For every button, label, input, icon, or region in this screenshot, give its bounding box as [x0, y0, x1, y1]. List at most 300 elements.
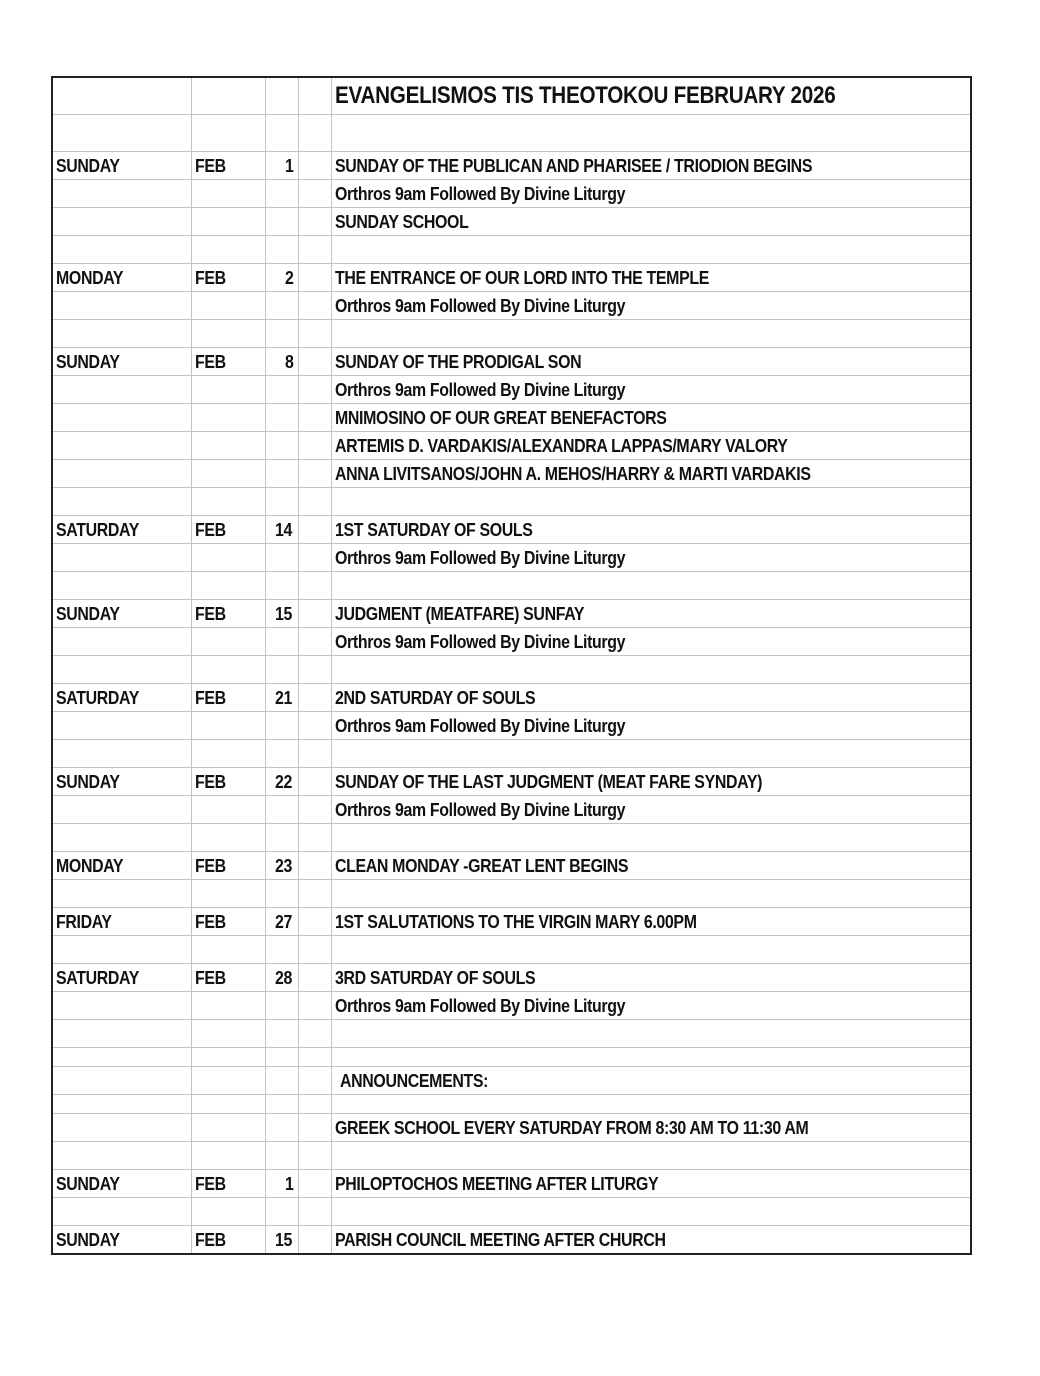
schedule-row: [53, 292, 970, 320]
cell-spacer: [298, 348, 331, 376]
cell-spacer: [298, 1067, 331, 1095]
cell-spacer: [298, 768, 331, 796]
cell-date: [265, 1226, 298, 1254]
cell-date-text: 15: [274, 603, 292, 624]
cell-month: [191, 1048, 265, 1067]
cell-description-text: SUNDAY OF THE PUBLICAN AND PHARISEE / TRIODION BEGINS: [334, 155, 812, 176]
cell-day-text: SUNDAY: [56, 1229, 120, 1250]
schedule-row: [53, 1226, 970, 1254]
cell-description-text: Orthros 9am Followed By Divine Liturgy: [334, 379, 625, 400]
cell-date: [265, 544, 298, 572]
blank-row: [53, 656, 970, 684]
cell-description: [331, 292, 970, 320]
schedule-row: [53, 432, 970, 460]
cell-month: [191, 740, 265, 768]
cell-date: [265, 1095, 298, 1114]
cell-description: [331, 544, 970, 572]
cell-description-text: ARTEMIS D. VARDAKIS/ALEXANDRA LAPPAS/MARY VALORY: [334, 435, 788, 456]
cell-day-text: SATURDAY: [56, 687, 140, 708]
cell-day: [53, 852, 191, 880]
cell-description: [331, 1020, 970, 1048]
cell-month-text: FEB: [194, 1173, 226, 1194]
cell-day: [53, 1142, 191, 1170]
cell-description: [331, 1226, 970, 1254]
cell-date-text: 22: [274, 771, 292, 792]
cell-date: [265, 152, 298, 180]
schedule-row: [53, 376, 970, 404]
cell-month: [191, 376, 265, 404]
cell-month: [191, 852, 265, 880]
cell-description: [331, 1198, 970, 1226]
cell-spacer: [298, 572, 331, 600]
cell-month: [191, 936, 265, 964]
cell-month-text: FEB: [194, 855, 226, 876]
cell-day: [53, 740, 191, 768]
cell-day-text: MONDAY: [56, 267, 124, 288]
cell-month-text: FEB: [194, 967, 226, 988]
cell-description: [331, 684, 970, 712]
schedule-row: [53, 1067, 970, 1095]
schedule-row: [53, 964, 970, 992]
schedule-row: [53, 1114, 970, 1142]
cell-description: [331, 796, 970, 824]
cell-description-text: GREEK SCHOOL EVERY SATURDAY FROM 8:30 AM TO 11:30 AM: [334, 1117, 808, 1138]
cell-description: [331, 908, 970, 936]
cell-spacer: [298, 1020, 331, 1048]
cell-month: [191, 180, 265, 208]
cell-description: [331, 460, 970, 488]
cell-description: [331, 852, 970, 880]
cell-description-text: 3RD SATURDAY OF SOULS: [334, 967, 535, 988]
cell-spacer: [298, 152, 331, 180]
cell-spacer: [298, 516, 331, 544]
cell-month: [191, 656, 265, 684]
cell-description: [331, 1048, 970, 1067]
cell-spacer: [298, 432, 331, 460]
cell-month: [191, 516, 265, 544]
cell-spacer: [298, 1114, 331, 1142]
cell-description: [331, 432, 970, 460]
cell-month: [191, 1114, 265, 1142]
cell-day: [53, 768, 191, 796]
cell-day: [53, 152, 191, 180]
cell-month-text: FEB: [194, 155, 226, 176]
cell-description: [331, 964, 970, 992]
cell-date: [265, 852, 298, 880]
cell-day-text: SUNDAY: [56, 1173, 120, 1194]
cell-spacer: [298, 115, 331, 152]
cell-description: [331, 1114, 970, 1142]
cell-month: [191, 460, 265, 488]
cell-month: [191, 600, 265, 628]
cell-day: [53, 348, 191, 376]
cell-description: [331, 404, 970, 432]
cell-day: [53, 684, 191, 712]
schedule-row: [53, 516, 970, 544]
cell-day: [53, 656, 191, 684]
cell-description: [331, 824, 970, 852]
cell-month-text: FEB: [194, 911, 226, 932]
cell-description-text: Orthros 9am Followed By Divine Liturgy: [334, 631, 625, 652]
cell-description: [331, 236, 970, 264]
cell-date: [265, 1048, 298, 1067]
cell-spacer: [298, 964, 331, 992]
cell-spacer: [298, 1226, 331, 1254]
cell-date: [265, 180, 298, 208]
cell-date-text: 1: [284, 1173, 294, 1194]
cell-description: [331, 880, 970, 908]
blank-row: [53, 572, 970, 600]
schedule-row: [53, 460, 970, 488]
page-title-text: EVANGELISMOS TIS THEOTOKOU FEBRUARY 2026: [334, 82, 835, 109]
cell-description: [331, 208, 970, 236]
cell-spacer: [298, 1198, 331, 1226]
cell-month: [191, 768, 265, 796]
cell-description-text: Orthros 9am Followed By Divine Liturgy: [334, 547, 625, 568]
schedule-row: [53, 208, 970, 236]
cell-spacer: [298, 908, 331, 936]
cell-month-text: FEB: [194, 267, 226, 288]
blank-row: [53, 488, 970, 516]
cell-description: [331, 180, 970, 208]
cell-description: [331, 740, 970, 768]
schedule-row: [53, 600, 970, 628]
blank-row: [53, 1020, 970, 1048]
cell-day: [53, 628, 191, 656]
cell-day: [53, 264, 191, 292]
cell-date-text: 23: [274, 855, 292, 876]
cell-spacer: [298, 292, 331, 320]
cell-month: [191, 824, 265, 852]
cell-day: [53, 824, 191, 852]
cell-spacer: [298, 740, 331, 768]
cell-month: [191, 572, 265, 600]
cell-date: [265, 1020, 298, 1048]
cell-day: [53, 432, 191, 460]
cell-spacer: [298, 264, 331, 292]
cell-date: [265, 908, 298, 936]
cell-spacer: [298, 544, 331, 572]
blank-row: [53, 1142, 970, 1170]
cell-description-text: 2ND SATURDAY OF SOULS: [334, 687, 535, 708]
cell-date-text: 1: [284, 155, 294, 176]
cell-spacer: [298, 656, 331, 684]
cell-description: [331, 376, 970, 404]
cell-spacer: [298, 78, 331, 115]
blank-row: [53, 1048, 970, 1067]
cell-spacer: [298, 208, 331, 236]
cell-day: [53, 908, 191, 936]
cell-date-text: 2: [284, 267, 294, 288]
cell-description-text: ANNOUNCEMENTS:: [339, 1070, 488, 1091]
schedule-row: [53, 712, 970, 740]
cell-date: [265, 768, 298, 796]
blank-row: [53, 1198, 970, 1226]
cell-date: [265, 1142, 298, 1170]
cell-month: [191, 348, 265, 376]
cell-date: [265, 572, 298, 600]
cell-day-text: SATURDAY: [56, 967, 140, 988]
cell-date: [265, 292, 298, 320]
schedule-row: [53, 404, 970, 432]
cell-date: [265, 824, 298, 852]
schedule-row: [53, 544, 970, 572]
cell-description-text: SUNDAY SCHOOL: [334, 211, 468, 232]
cell-date: [265, 628, 298, 656]
cell-spacer: [298, 852, 331, 880]
blank-row: [53, 236, 970, 264]
title-row: [53, 78, 970, 115]
cell-date: [265, 740, 298, 768]
cell-description: [331, 264, 970, 292]
schedule-row: [53, 152, 970, 180]
cell-description-text: Orthros 9am Followed By Divine Liturgy: [334, 799, 625, 820]
schedule-sheet: [51, 76, 972, 1255]
cell-month: [191, 1198, 265, 1226]
cell-date: [265, 348, 298, 376]
cell-description-text: MNIMOSINO OF OUR GREAT BENEFACTORS: [334, 407, 667, 428]
cell-date: [265, 208, 298, 236]
cell-month: [191, 1226, 265, 1254]
schedule-row: [53, 628, 970, 656]
cell-description-text: Orthros 9am Followed By Divine Liturgy: [334, 715, 625, 736]
cell-day: [53, 880, 191, 908]
cell-spacer: [298, 936, 331, 964]
cell-description: [331, 992, 970, 1020]
blank-row: [53, 115, 970, 152]
cell-day: [53, 600, 191, 628]
cell-day: [53, 404, 191, 432]
cell-description: [331, 516, 970, 544]
cell-date-text: 8: [284, 351, 294, 372]
cell-day: [53, 712, 191, 740]
cell-month: [191, 1020, 265, 1048]
cell-date: [265, 1170, 298, 1198]
cell-day: [53, 936, 191, 964]
cell-date: [265, 488, 298, 516]
cell-month: [191, 488, 265, 516]
cell-month-text: FEB: [194, 1229, 226, 1250]
blank-row: [53, 824, 970, 852]
cell-day-text: SUNDAY: [56, 351, 120, 372]
cell-month: [191, 712, 265, 740]
cell-day: [53, 1020, 191, 1048]
cell-spacer: [298, 180, 331, 208]
blank-row: [53, 1095, 970, 1114]
cell-description: [331, 768, 970, 796]
cell-month: [191, 404, 265, 432]
cell-description-text: Orthros 9am Followed By Divine Liturgy: [334, 995, 625, 1016]
cell-description: [331, 1067, 970, 1095]
blank-row: [53, 740, 970, 768]
cell-date: [265, 964, 298, 992]
cell-description-text: Orthros 9am Followed By Divine Liturgy: [334, 295, 625, 316]
cell-month: [191, 908, 265, 936]
cell-month: [191, 796, 265, 824]
cell-month: [191, 292, 265, 320]
cell-spacer: [298, 1170, 331, 1198]
cell-month: [191, 320, 265, 348]
cell-month: [191, 264, 265, 292]
cell-description-text: SUNDAY OF THE PRODIGAL SON: [334, 351, 581, 372]
cell-description: [331, 1095, 970, 1114]
schedule-row: [53, 768, 970, 796]
cell-month: [191, 684, 265, 712]
cell-date-text: 15: [274, 1229, 292, 1250]
cell-day: [53, 115, 191, 152]
cell-description-text: CLEAN MONDAY -GREAT LENT BEGINS: [334, 855, 628, 876]
cell-day-text: SATURDAY: [56, 519, 140, 540]
cell-day: [53, 992, 191, 1020]
cell-spacer: [298, 376, 331, 404]
schedule-row: [53, 908, 970, 936]
cell-month-text: FEB: [194, 603, 226, 624]
cell-month: [191, 880, 265, 908]
schedule-row: [53, 992, 970, 1020]
schedule-row: [53, 348, 970, 376]
cell-spacer: [298, 712, 331, 740]
cell-month: [191, 628, 265, 656]
cell-date: [265, 712, 298, 740]
cell-day: [53, 488, 191, 516]
cell-spacer: [298, 600, 331, 628]
cell-month-text: FEB: [194, 519, 226, 540]
cell-date-text: 21: [274, 687, 292, 708]
cell-date: [265, 600, 298, 628]
cell-spacer: [298, 628, 331, 656]
cell-month-text: FEB: [194, 771, 226, 792]
cell-spacer: [298, 460, 331, 488]
cell-spacer: [298, 992, 331, 1020]
cell-date: [265, 880, 298, 908]
cell-description: [331, 320, 970, 348]
cell-description-text: JUDGMENT (MEATFARE) SUNFAY: [334, 603, 584, 624]
cell-month: [191, 236, 265, 264]
cell-month: [191, 964, 265, 992]
cell-month: [191, 544, 265, 572]
cell-day: [53, 572, 191, 600]
cell-spacer: [298, 1142, 331, 1170]
cell-day: [53, 544, 191, 572]
cell-month: [191, 152, 265, 180]
cell-spacer: [298, 880, 331, 908]
cell-description: [331, 152, 970, 180]
cell-description: [331, 115, 970, 152]
cell-description-text: PHILOPTOCHOS MEETING AFTER LITURGY: [334, 1173, 658, 1194]
cell-day: [53, 208, 191, 236]
cell-day: [53, 460, 191, 488]
cell-description: [331, 1142, 970, 1170]
cell-date: [265, 320, 298, 348]
cell-date: [265, 516, 298, 544]
cell-day: [53, 320, 191, 348]
cell-date: [265, 1198, 298, 1226]
cell-description: [331, 712, 970, 740]
cell-description-text: SUNDAY OF THE LAST JUDGMENT (MEAT FARE SYNDAY): [334, 771, 762, 792]
cell-month-text: FEB: [194, 687, 226, 708]
schedule-table: [53, 78, 970, 1253]
blank-row: [53, 936, 970, 964]
cell-description-text: 1ST SATURDAY OF SOULS: [334, 519, 533, 540]
cell-day-text: SUNDAY: [56, 155, 120, 176]
cell-date: [265, 460, 298, 488]
cell-day: [53, 1114, 191, 1142]
cell-description: [331, 600, 970, 628]
cell-date: [265, 1114, 298, 1142]
cell-description: [331, 572, 970, 600]
cell-date: [265, 992, 298, 1020]
cell-day: [53, 796, 191, 824]
cell-month: [191, 115, 265, 152]
cell-day: [53, 1048, 191, 1067]
schedule-row: [53, 852, 970, 880]
cell-date: [265, 432, 298, 460]
schedule-row: [53, 796, 970, 824]
cell-date: [265, 1067, 298, 1095]
cell-date-text: 27: [274, 911, 292, 932]
schedule-row: [53, 180, 970, 208]
cell-description: [331, 628, 970, 656]
cell-date: [265, 115, 298, 152]
cell-month: [191, 1095, 265, 1114]
cell-spacer: [298, 320, 331, 348]
cell-description: [331, 936, 970, 964]
cell-date: [265, 376, 298, 404]
cell-day-text: SUNDAY: [56, 603, 120, 624]
cell-date: [265, 236, 298, 264]
cell-day: [53, 516, 191, 544]
cell-day: [53, 292, 191, 320]
cell-day: [53, 964, 191, 992]
cell-spacer: [298, 684, 331, 712]
cell-description-text: PARISH COUNCIL MEETING AFTER CHURCH: [334, 1229, 666, 1250]
cell-description-text: THE ENTRANCE OF OUR LORD INTO THE TEMPLE: [334, 267, 709, 288]
cell-description-text: ANNA LIVITSANOS/JOHN A. MEHOS/HARRY & MARTI VARDAKIS: [334, 463, 811, 484]
cell-date: [265, 264, 298, 292]
cell-month-text: FEB: [194, 351, 226, 372]
cell-spacer: [298, 488, 331, 516]
page-title: [331, 78, 970, 115]
cell-date: [265, 78, 298, 115]
cell-day: [53, 78, 191, 115]
cell-month: [191, 1170, 265, 1198]
cell-day: [53, 180, 191, 208]
schedule-row: [53, 684, 970, 712]
schedule-row: [53, 264, 970, 292]
cell-date-text: 28: [274, 967, 292, 988]
cell-date-text: 14: [274, 519, 292, 540]
cell-day-text: MONDAY: [56, 855, 124, 876]
cell-month: [191, 1142, 265, 1170]
cell-spacer: [298, 824, 331, 852]
cell-description: [331, 488, 970, 516]
cell-day: [53, 1170, 191, 1198]
cell-day: [53, 1067, 191, 1095]
cell-day: [53, 376, 191, 404]
cell-date: [265, 656, 298, 684]
cell-description: [331, 1170, 970, 1198]
cell-spacer: [298, 1095, 331, 1114]
cell-spacer: [298, 1048, 331, 1067]
cell-description: [331, 656, 970, 684]
cell-day: [53, 1226, 191, 1254]
cell-spacer: [298, 236, 331, 264]
cell-date: [265, 404, 298, 432]
cell-description-text: 1ST SALUTATIONS TO THE VIRGIN MARY 6.00PM: [334, 911, 697, 932]
cell-day-text: FRIDAY: [56, 911, 112, 932]
cell-month: [191, 432, 265, 460]
cell-date: [265, 684, 298, 712]
